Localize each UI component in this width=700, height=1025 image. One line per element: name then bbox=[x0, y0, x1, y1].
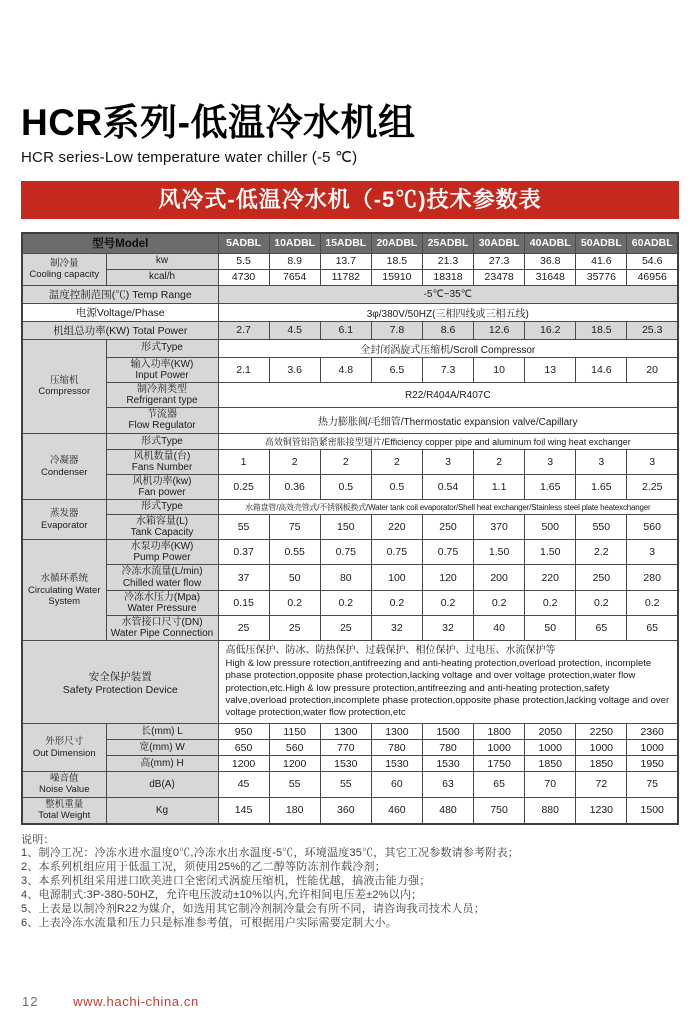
value-cell: 20 bbox=[627, 357, 678, 382]
model-header-cell: 25ADBL bbox=[422, 233, 473, 254]
row-label: 形式Type bbox=[106, 433, 218, 449]
table-row bbox=[22, 616, 678, 641]
table-row bbox=[22, 449, 678, 474]
value-cell: 3 bbox=[525, 449, 576, 474]
row-group-label bbox=[22, 433, 106, 500]
table-row bbox=[22, 724, 678, 740]
value-cell: 1300 bbox=[371, 724, 422, 740]
row-group-label bbox=[22, 253, 106, 285]
value-cell: 55 bbox=[320, 772, 371, 798]
value-cell: 2.7 bbox=[218, 321, 269, 339]
page-subtitle: HCR series-Low temperature water chiller (-5 ℃) bbox=[21, 148, 358, 166]
value-cell: 1530 bbox=[422, 756, 473, 772]
value-cell: 0.55 bbox=[269, 539, 320, 564]
value-cell: 55 bbox=[269, 772, 320, 798]
text-line: 蒸发器 bbox=[49, 508, 79, 520]
text-line: 水箱容量(L) bbox=[135, 515, 189, 527]
span-value-cell: 全封闭涡旋式压缩机/Scroll Compressor bbox=[218, 339, 678, 357]
text-line: 整机重量 bbox=[45, 798, 84, 810]
row-group-label bbox=[22, 772, 106, 798]
note-item: 2、本系列机组应用于低温工况，须使用25%的乙二醇等防冻剂作载冷剂； bbox=[21, 861, 386, 874]
text-line: Cooling capacity bbox=[29, 269, 100, 281]
value-cell: 280 bbox=[627, 565, 678, 590]
row-label: 电源Voltage/Phase bbox=[22, 303, 218, 321]
value-cell: 10 bbox=[474, 357, 525, 382]
value-cell: 0.15 bbox=[218, 590, 269, 615]
row-label bbox=[106, 382, 218, 407]
text-line: Input Power bbox=[135, 369, 189, 381]
value-cell: 35776 bbox=[576, 269, 627, 285]
value-cell: 50 bbox=[269, 565, 320, 590]
table-header-row bbox=[22, 233, 678, 254]
value-cell: 1850 bbox=[525, 756, 576, 772]
value-cell: 220 bbox=[525, 565, 576, 590]
value-cell: 360 bbox=[320, 797, 371, 823]
value-cell: 550 bbox=[576, 514, 627, 539]
value-cell: 46956 bbox=[627, 269, 678, 285]
table-row bbox=[22, 303, 678, 321]
value-cell: 25 bbox=[218, 616, 269, 641]
value-cell: 1.65 bbox=[576, 475, 627, 500]
model-header-cell: 30ADBL bbox=[474, 233, 525, 254]
value-cell: 100 bbox=[371, 565, 422, 590]
value-cell: 55 bbox=[218, 514, 269, 539]
value-cell: 1.50 bbox=[474, 539, 525, 564]
text-line: Out Dimension bbox=[32, 747, 96, 759]
row-label: 温度控制范围(℃) Temp Range bbox=[22, 285, 218, 303]
value-cell: 2050 bbox=[525, 724, 576, 740]
value-cell: 40 bbox=[474, 616, 525, 641]
value-cell: 4730 bbox=[218, 269, 269, 285]
value-cell: 2 bbox=[320, 449, 371, 474]
text-line: Evaporator bbox=[41, 519, 88, 531]
value-cell: 1 bbox=[218, 449, 269, 474]
value-cell: 70 bbox=[525, 772, 576, 798]
value-cell: 500 bbox=[525, 514, 576, 539]
value-cell: 65 bbox=[627, 616, 678, 641]
note-item: 1、制冷工况：冷冻水进水温度0℃,冷冻水出水温度-5℃，环境温度35℃，其它工况参数请参考附表； bbox=[21, 847, 519, 860]
model-header-cell: 50ADBL bbox=[576, 233, 627, 254]
value-cell: 880 bbox=[525, 797, 576, 823]
table-row bbox=[22, 253, 678, 269]
text-line: 水管接口尺寸(DN) bbox=[121, 617, 203, 629]
value-cell: 145 bbox=[218, 797, 269, 823]
text-line: Water Pressure bbox=[127, 602, 197, 614]
value-cell: 65 bbox=[576, 616, 627, 641]
value-cell: 2.1 bbox=[218, 357, 269, 382]
value-cell: 0.2 bbox=[474, 590, 525, 615]
value-cell: 2 bbox=[269, 449, 320, 474]
value-cell: 23478 bbox=[474, 269, 525, 285]
row-label: dB(A) bbox=[106, 772, 218, 798]
value-cell: 0.2 bbox=[371, 590, 422, 615]
value-cell: 15910 bbox=[371, 269, 422, 285]
table-row bbox=[22, 339, 678, 357]
text-line: Chilled water flow bbox=[122, 577, 202, 589]
value-cell: 0.2 bbox=[422, 590, 473, 615]
value-cell: 0.75 bbox=[371, 539, 422, 564]
value-cell: 7654 bbox=[269, 269, 320, 285]
value-cell: 370 bbox=[474, 514, 525, 539]
row-label bbox=[106, 590, 218, 615]
value-cell: 37 bbox=[218, 565, 269, 590]
value-cell: 950 bbox=[218, 724, 269, 740]
value-cell: 750 bbox=[474, 797, 525, 823]
row-group-label bbox=[22, 339, 106, 433]
value-cell: 13 bbox=[525, 357, 576, 382]
row-group-label bbox=[22, 539, 106, 641]
table-row bbox=[22, 321, 678, 339]
value-cell: 120 bbox=[422, 565, 473, 590]
value-cell: 150 bbox=[320, 514, 371, 539]
value-cell: 1530 bbox=[320, 756, 371, 772]
value-cell: 25 bbox=[320, 616, 371, 641]
value-cell: 1200 bbox=[269, 756, 320, 772]
value-cell: 4.5 bbox=[269, 321, 320, 339]
page-footer bbox=[22, 994, 199, 1009]
row-label: 形式Type bbox=[106, 500, 218, 514]
note-item: 5、上表是以制冷剂R22为媒介，如选用其它制冷剂制冷量会有所不同，请咨询我司技术人员； bbox=[21, 902, 485, 915]
text-line: 输入功率(KW) bbox=[130, 358, 194, 370]
table-row bbox=[22, 756, 678, 772]
value-cell: 65 bbox=[474, 772, 525, 798]
value-cell: 1000 bbox=[576, 740, 627, 756]
value-cell: 32 bbox=[422, 616, 473, 641]
value-cell: 6.1 bbox=[320, 321, 371, 339]
value-cell: 2360 bbox=[627, 724, 678, 740]
text-line: 风机数量(台) bbox=[133, 450, 191, 462]
section-banner: 风冷式-低温冷水机（-5℃)技术参数表 bbox=[21, 181, 679, 219]
value-cell: 1230 bbox=[576, 797, 627, 823]
value-cell: 14.6 bbox=[576, 357, 627, 382]
row-label bbox=[106, 514, 218, 539]
value-cell: 3 bbox=[576, 449, 627, 474]
value-cell: 780 bbox=[422, 740, 473, 756]
row-label: kw bbox=[106, 253, 218, 269]
value-cell: 1530 bbox=[371, 756, 422, 772]
text-line: 外形尺寸 bbox=[45, 736, 84, 748]
table-row bbox=[22, 475, 678, 500]
value-cell: 2250 bbox=[576, 724, 627, 740]
model-header-cell: 15ADBL bbox=[320, 233, 371, 254]
value-cell: 36.8 bbox=[525, 253, 576, 269]
value-cell: 1750 bbox=[474, 756, 525, 772]
value-cell: 0.5 bbox=[320, 475, 371, 500]
value-cell: 1000 bbox=[627, 740, 678, 756]
value-cell: 1850 bbox=[576, 756, 627, 772]
text-line: Circulating Water System bbox=[27, 584, 101, 607]
table-row bbox=[22, 641, 678, 724]
text-line: Compressor bbox=[38, 386, 91, 398]
row-label: Kg bbox=[106, 797, 218, 823]
value-cell: 1000 bbox=[525, 740, 576, 756]
row-group-label bbox=[22, 724, 106, 772]
value-cell: 0.2 bbox=[269, 590, 320, 615]
value-cell: 780 bbox=[371, 740, 422, 756]
row-label bbox=[106, 357, 218, 382]
row-label bbox=[106, 408, 218, 433]
value-cell: 27.3 bbox=[474, 253, 525, 269]
text-line: 制冷量 bbox=[49, 257, 79, 269]
text-line: Safety Protection Device bbox=[62, 683, 178, 696]
text-line: 水循环系统 bbox=[40, 573, 88, 585]
value-cell: 1500 bbox=[422, 724, 473, 740]
row-label: 形式Type bbox=[106, 339, 218, 357]
text-line: 冷凝器 bbox=[49, 455, 79, 467]
value-cell: 0.75 bbox=[320, 539, 371, 564]
value-cell: 1500 bbox=[627, 797, 678, 823]
value-cell: 75 bbox=[269, 514, 320, 539]
text-line: 冷冻水压力(Mpa) bbox=[123, 591, 201, 603]
table-row bbox=[22, 357, 678, 382]
value-cell: 1300 bbox=[320, 724, 371, 740]
value-cell: 25 bbox=[269, 616, 320, 641]
value-cell: 16.2 bbox=[525, 321, 576, 339]
row-label bbox=[106, 565, 218, 590]
value-cell: 560 bbox=[627, 514, 678, 539]
value-cell: 75 bbox=[627, 772, 678, 798]
value-cell: 480 bbox=[422, 797, 473, 823]
value-cell: 7.3 bbox=[422, 357, 473, 382]
value-cell: 0.25 bbox=[218, 475, 269, 500]
value-cell: 3 bbox=[627, 539, 678, 564]
value-cell: 1800 bbox=[474, 724, 525, 740]
span-value-cell: -5℃~35℃ bbox=[218, 285, 678, 303]
value-cell: 60 bbox=[371, 772, 422, 798]
note-item: 3、本系列机组采用进口欧美进口全密闭式涡旋压缩机，性能优越，搞液击能力强； bbox=[21, 875, 431, 888]
text-line: Tank Capacity bbox=[130, 526, 194, 538]
value-cell: 32 bbox=[371, 616, 422, 641]
value-cell: 18.5 bbox=[576, 321, 627, 339]
row-label: 长(mm) L bbox=[106, 724, 218, 740]
table-row bbox=[22, 382, 678, 407]
value-cell: 6.5 bbox=[371, 357, 422, 382]
text-line: 冷冻水流量(L/min) bbox=[121, 566, 203, 578]
value-cell: 8.9 bbox=[269, 253, 320, 269]
value-cell: 7.8 bbox=[371, 321, 422, 339]
note-item: 4、电源制式:3P-380-50HZ，允许电压波动±10%以内,允许相间电压差±2%以内； bbox=[21, 889, 423, 902]
value-cell: 45 bbox=[218, 772, 269, 798]
value-cell: 0.54 bbox=[422, 475, 473, 500]
table-row bbox=[22, 565, 678, 590]
value-cell: 1950 bbox=[627, 756, 678, 772]
text-line: Fans Number bbox=[131, 461, 193, 473]
span-value-cell: R22/R404A/R407C bbox=[218, 382, 678, 407]
text-line: 节流器 bbox=[147, 409, 177, 421]
row-label bbox=[106, 475, 218, 500]
model-column-header: 型号Model bbox=[22, 233, 218, 254]
value-cell: 0.75 bbox=[422, 539, 473, 564]
text-line: 高低压保护、防冰、防热保护、过载保护、相位保护、过电压、水流保护等 bbox=[225, 645, 556, 657]
spec-table bbox=[21, 232, 679, 825]
text-line: Flow Regulator bbox=[128, 420, 196, 432]
value-cell: 1200 bbox=[218, 756, 269, 772]
value-cell: 0.36 bbox=[269, 475, 320, 500]
value-cell: 0.5 bbox=[371, 475, 422, 500]
text-line: Noise Value bbox=[38, 784, 90, 796]
text-line: Condenser bbox=[41, 466, 88, 478]
table-row bbox=[22, 285, 678, 303]
table-row bbox=[22, 539, 678, 564]
value-cell: 8.6 bbox=[422, 321, 473, 339]
value-cell: 1150 bbox=[269, 724, 320, 740]
text-line: 压缩机 bbox=[49, 374, 79, 386]
value-cell: 41.6 bbox=[576, 253, 627, 269]
value-cell: 1.65 bbox=[525, 475, 576, 500]
row-group-label bbox=[22, 500, 106, 540]
model-header-cell: 5ADBL bbox=[218, 233, 269, 254]
text-line: Refrigerant type bbox=[126, 395, 198, 407]
table-row bbox=[22, 797, 678, 823]
note-item: 6、上表冷冻水流量和压力只是标准参考值，可根据用户实际需要定制大小。 bbox=[21, 916, 397, 929]
text-line: Fan power bbox=[138, 487, 186, 499]
notes-section bbox=[21, 834, 679, 931]
value-cell: 460 bbox=[371, 797, 422, 823]
value-cell: 250 bbox=[422, 514, 473, 539]
value-cell: 2 bbox=[474, 449, 525, 474]
row-label bbox=[106, 616, 218, 641]
table-row bbox=[22, 269, 678, 285]
value-cell: 54.6 bbox=[627, 253, 678, 269]
value-cell: 0.2 bbox=[576, 590, 627, 615]
row-label bbox=[106, 539, 218, 564]
value-cell: 11782 bbox=[320, 269, 371, 285]
value-cell: 3 bbox=[627, 449, 678, 474]
text-line: 风机功率(kw) bbox=[132, 476, 192, 488]
value-cell: 220 bbox=[371, 514, 422, 539]
value-cell: 12.6 bbox=[474, 321, 525, 339]
span-value-cell: 3φ/380V/50HZ(三相四线或三相五线) bbox=[218, 303, 678, 321]
model-header-cell: 40ADBL bbox=[525, 233, 576, 254]
value-cell: 1000 bbox=[474, 740, 525, 756]
span-value-cell bbox=[218, 641, 678, 724]
page-number: 12 bbox=[22, 994, 39, 1009]
table-row bbox=[22, 514, 678, 539]
table-row bbox=[22, 740, 678, 756]
value-cell: 3.6 bbox=[269, 357, 320, 382]
text-line: 噪音值 bbox=[49, 773, 79, 785]
row-label: 高(mm) H bbox=[106, 756, 218, 772]
notes-heading: 说明： bbox=[21, 833, 55, 846]
value-cell: 200 bbox=[474, 565, 525, 590]
span-value-cell: 水箱盘管/高效壳管式/不锈钢板换式/Water tank coil evaporator/Shell heat exchanger/Stainless steel plate heatexchanger bbox=[218, 500, 678, 514]
value-cell: 13.7 bbox=[320, 253, 371, 269]
table-row bbox=[22, 772, 678, 798]
value-cell: 560 bbox=[269, 740, 320, 756]
text-line: 安全保护装置 bbox=[88, 670, 152, 683]
table-row bbox=[22, 433, 678, 449]
value-cell: 3 bbox=[422, 449, 473, 474]
span-value-cell: 高效铜管铝箔紧密胀接型翅片/Efficiency copper pipe and aluminum foil wing heat exchanger bbox=[218, 433, 678, 449]
value-cell: 50 bbox=[525, 616, 576, 641]
model-header-cell: 60ADBL bbox=[627, 233, 678, 254]
value-cell: 0.37 bbox=[218, 539, 269, 564]
value-cell: 770 bbox=[320, 740, 371, 756]
page-title: HCR系列-低温冷水机组 bbox=[21, 102, 416, 143]
value-cell: 0.2 bbox=[320, 590, 371, 615]
website-url: www.hachi-china.cn bbox=[73, 994, 199, 1009]
value-cell: 650 bbox=[218, 740, 269, 756]
text-line: Water Pipe Connection bbox=[110, 628, 214, 640]
row-group-label bbox=[22, 797, 106, 823]
value-cell: 4.8 bbox=[320, 357, 371, 382]
value-cell: 21.3 bbox=[422, 253, 473, 269]
model-header-cell: 20ADBL bbox=[371, 233, 422, 254]
value-cell: 72 bbox=[576, 772, 627, 798]
table-row bbox=[22, 500, 678, 514]
text-line: 制冷剂类型 bbox=[137, 383, 187, 395]
value-cell: 0.2 bbox=[525, 590, 576, 615]
text-line: 水泵功率(KW) bbox=[130, 540, 194, 552]
value-cell: 18318 bbox=[422, 269, 473, 285]
value-cell: 1.50 bbox=[525, 539, 576, 564]
row-label: 机组总功率(KW) Total Power bbox=[22, 321, 218, 339]
value-cell: 1.1 bbox=[474, 475, 525, 500]
value-cell: 31648 bbox=[525, 269, 576, 285]
value-cell: 2 bbox=[371, 449, 422, 474]
value-cell: 250 bbox=[576, 565, 627, 590]
value-cell: 18.5 bbox=[371, 253, 422, 269]
table-row bbox=[22, 590, 678, 615]
table-row bbox=[22, 408, 678, 433]
value-cell: 80 bbox=[320, 565, 371, 590]
text-line: Pump Power bbox=[133, 552, 191, 564]
span-value-cell: 热力膨胀阀/毛细管/Thermostatic expansion valve/Capillary bbox=[218, 408, 678, 433]
text-line: High & low pressure rotection,antifreezing and anti-heating protection,overload protection, incomplete phase protection,opposite phase protection,lacking voltage and over voltage protection,water flow protection,etc.High & low pressure protection,antifreezing and anti-heating protection,safety valve,overload protection,incomplete phase protection,opposite phase protection,lacking voltage and over voltage protection,water flow protection,etc bbox=[225, 658, 670, 718]
value-cell: 63 bbox=[422, 772, 473, 798]
value-cell: 25.3 bbox=[627, 321, 678, 339]
value-cell: 180 bbox=[269, 797, 320, 823]
row-label: kcal/h bbox=[106, 269, 218, 285]
value-cell: 5.5 bbox=[218, 253, 269, 269]
model-header-cell: 10ADBL bbox=[269, 233, 320, 254]
value-cell: 2.2 bbox=[576, 539, 627, 564]
text-line: Total Weight bbox=[38, 810, 91, 822]
row-label: 宽(mm) W bbox=[106, 740, 218, 756]
value-cell: 2.25 bbox=[627, 475, 678, 500]
row-label bbox=[106, 449, 218, 474]
row-label bbox=[22, 641, 218, 724]
value-cell: 0.2 bbox=[627, 590, 678, 615]
